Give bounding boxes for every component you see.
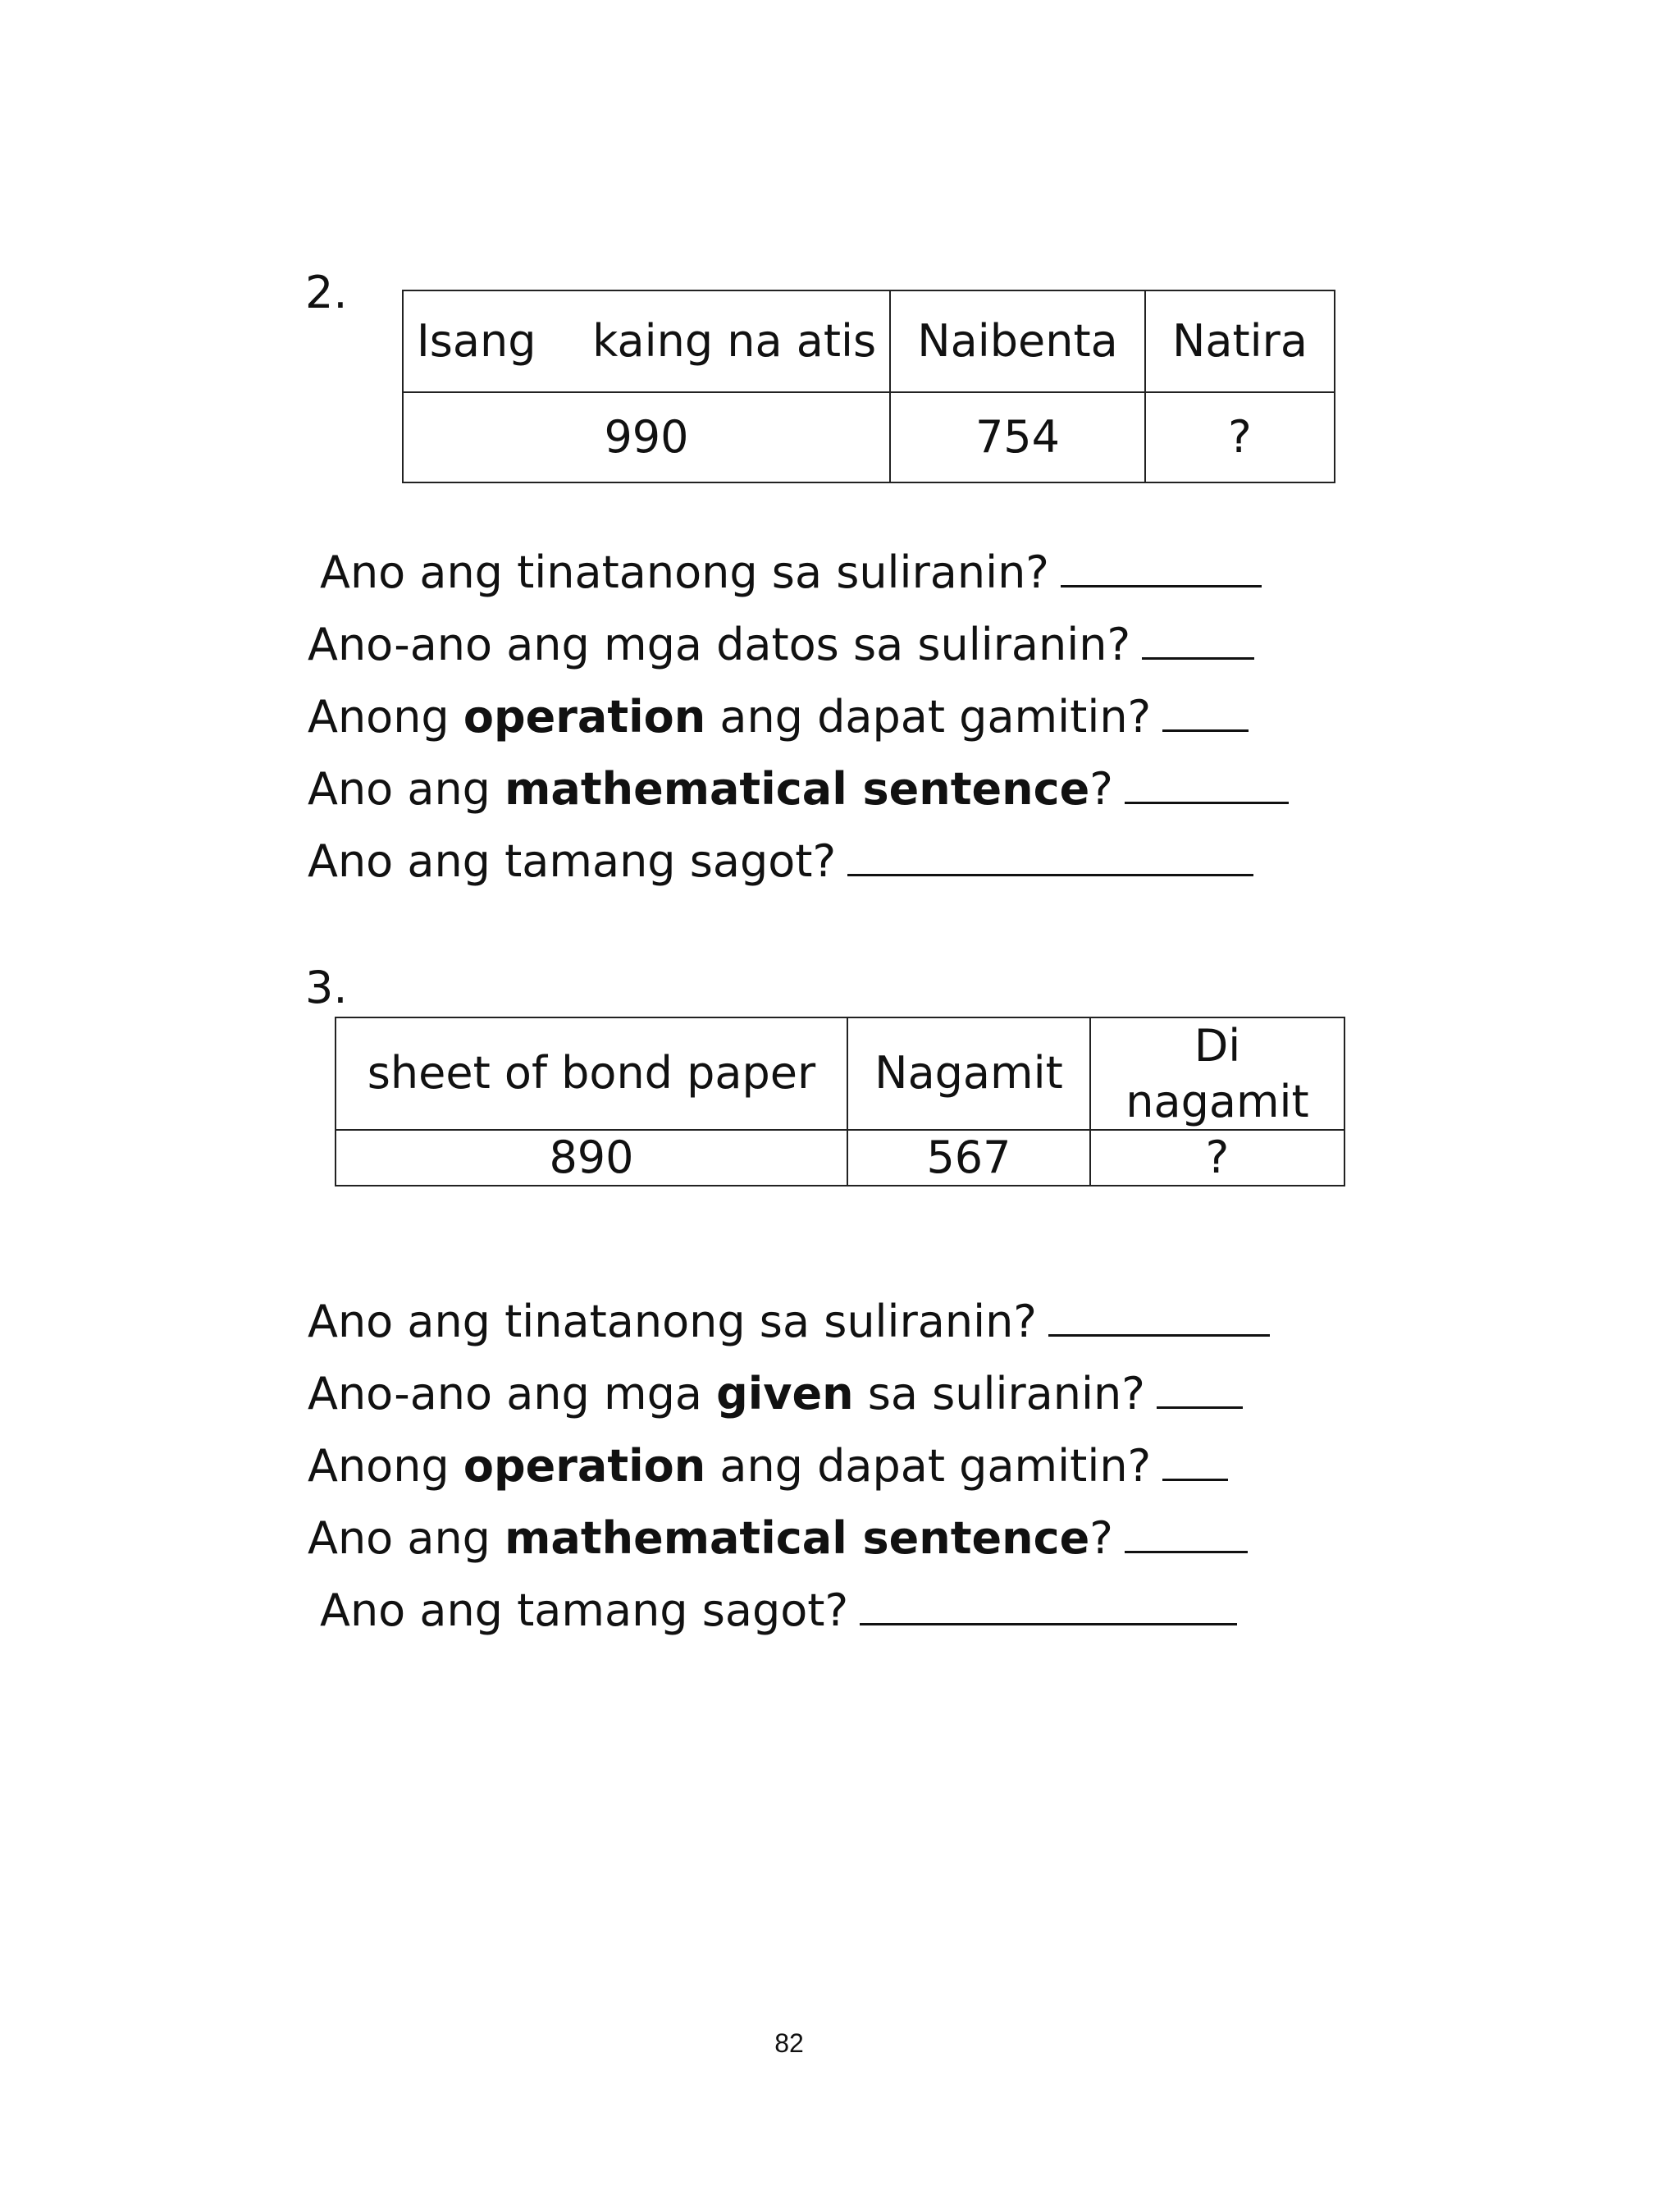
problem-2-number: 2.	[305, 267, 348, 318]
table-header-cell: Naibenta	[890, 290, 1145, 392]
problem-3-number: 3.	[305, 962, 348, 1013]
table-row	[403, 392, 1335, 482]
table-cell: 990	[403, 392, 890, 482]
answer-blank[interactable]	[1048, 1296, 1270, 1337]
question-line: Ano-ano ang mga datos sa suliranin?	[308, 620, 1254, 667]
question-line: Ano ang tinatanong sa suliranin?	[320, 547, 1262, 595]
table-header-cell: Natira	[1145, 290, 1335, 392]
answer-blank[interactable]	[1162, 692, 1249, 732]
question-line: Ano ang tamang sagot?	[320, 1585, 1237, 1633]
table-cell: 890	[336, 1130, 847, 1186]
table-header-row	[403, 290, 1335, 392]
answer-blank[interactable]	[1125, 1513, 1248, 1553]
answer-blank[interactable]	[1125, 764, 1289, 804]
table-header-cell: sheet of bond paper	[336, 1017, 847, 1130]
question-line: Anong operation ang dapat gamitin?	[308, 1441, 1228, 1488]
answer-blank[interactable]	[1157, 1369, 1243, 1409]
table-header-cell: Di nagamit	[1090, 1017, 1344, 1130]
question-line: Anong operation ang dapat gamitin?	[308, 692, 1249, 739]
answer-blank[interactable]	[847, 836, 1253, 876]
question-line: Ano ang mathematical sentence?	[308, 764, 1289, 812]
question-line: Ano ang mathematical sentence?	[308, 1513, 1248, 1561]
page-number: 82	[774, 2028, 804, 2058]
table-cell: 567	[847, 1130, 1090, 1186]
answer-blank[interactable]	[1142, 620, 1254, 660]
table-cell: ?	[1090, 1130, 1344, 1186]
problem-2-table	[402, 290, 1335, 483]
question-line: Ano ang tinatanong sa suliranin?	[308, 1296, 1270, 1344]
question-line: Ano ang tamang sagot?	[308, 836, 1253, 884]
answer-blank[interactable]	[1061, 547, 1262, 588]
table-cell: 754	[890, 392, 1145, 482]
question-line: Ano-ano ang mga given sa suliranin?	[308, 1369, 1243, 1416]
table-cell: ?	[1145, 392, 1335, 482]
table-header-cell: Nagamit	[847, 1017, 1090, 1130]
table-row	[336, 1130, 1344, 1186]
answer-blank[interactable]	[860, 1585, 1237, 1625]
answer-blank[interactable]	[1162, 1441, 1228, 1481]
table-header-row	[336, 1017, 1344, 1130]
problem-3-table	[335, 1017, 1345, 1186]
table-header-cell: Isang kaing na atis	[403, 290, 890, 392]
